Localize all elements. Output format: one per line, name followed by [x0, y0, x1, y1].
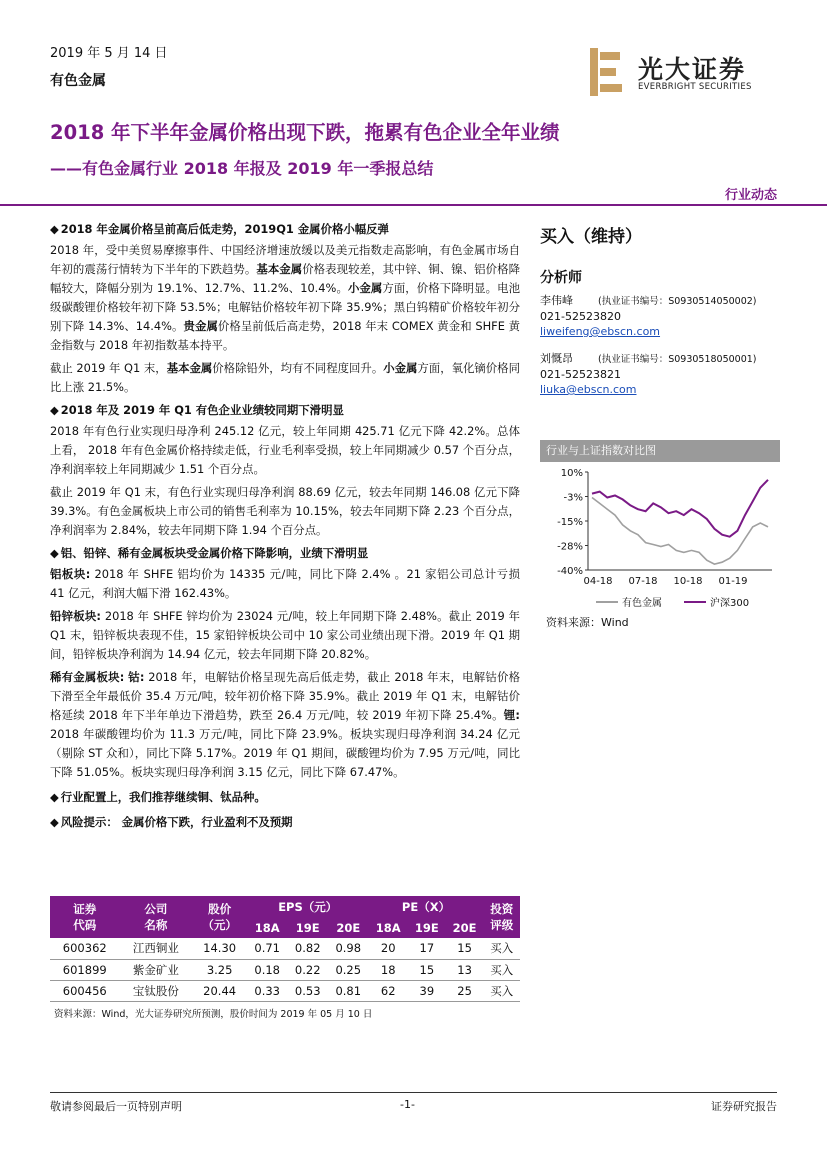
header-cell: 20E [328, 917, 369, 938]
table-row [50, 938, 520, 959]
y-tick-label: -15% [557, 517, 583, 528]
x-tick-label: 01-19 [718, 576, 748, 587]
table-cell: 0.53 [287, 980, 328, 1001]
table-cell: 20 [369, 938, 408, 959]
text: 2018 年 SHFE 锌均价为 23024 元/吨，较上年同期下降 2.48%。截止 2019 年 Q1 末，铅锌板块表现不佳，15 家铅锌板块公司中 10 家公司业绩出现下滑。2019 年 Q1 期间，铅锌板块净利润为 14.94 亿元，较去年同期下降 20.82%。 [50, 609, 520, 661]
table-cell: 17 [408, 938, 446, 959]
text: 价格除铅外，均有不同程度回升。 [212, 361, 384, 375]
table-cell: 13 [446, 959, 484, 980]
table-cell: 601899 [50, 959, 120, 980]
stock-table-wrap [50, 896, 520, 1020]
table-cell: 江西铜业 [120, 938, 193, 959]
text: 2018 年，受中美贸易摩擦事件、中国经济增速放缓以及美元指数走高影响，有色金属市场自年初的震荡行情转为下半年的下跌趋势。 [50, 243, 520, 276]
report-subtitle: ——有色金属行业 2018 年报及 2019 年一季报总结 [50, 159, 434, 178]
analyst-email-link[interactable]: liweifeng@ebscn.com [540, 325, 661, 338]
table-cell: 15 [408, 959, 446, 980]
table-cell: 买入 [483, 959, 520, 980]
index-comparison-chart [540, 440, 780, 635]
header-cell: 证券 代码 [50, 896, 120, 938]
header-cell: 19E [408, 917, 446, 938]
footer-divider [50, 1092, 777, 1093]
y-tick-label: -3% [563, 492, 583, 504]
table-cell: 62 [369, 980, 408, 1001]
header-cell: 投资 评级 [483, 896, 520, 938]
everbright-logo-icon [590, 48, 628, 96]
text: 2018 年碳酸锂均价为 11.3 万元/吨，同比下降 23.9%。板块实现归母净利润 34.24 亿元（剔除 ST 众和），同比下降 5.17%。2019 年 Q1 期间，碳酸锂均价为 7.95 万元/吨，同比下降 51.05%。板块实现归母净利润 3.15 亿元，同比下降 67.47%。 [50, 727, 520, 779]
table-cell: 0.25 [328, 959, 369, 980]
analyst-cert: (执业证书编号：S0930514050002) [598, 296, 757, 307]
logo-cn-text: 光大证券 [638, 55, 747, 84]
series-line-nonferrous [592, 498, 768, 565]
table-cell: 15 [446, 938, 484, 959]
table-cell: 买入 [483, 938, 520, 959]
table-cell: 14.30 [192, 938, 247, 959]
table-cell: 0.71 [247, 938, 288, 959]
text: 截止 2019 年 Q1 末， [50, 361, 167, 375]
page-number: -1- [400, 1098, 415, 1111]
sector-label: 有色金属 [50, 73, 106, 89]
logo-en-text: EVERBRIGHT SECURITIES [638, 82, 752, 92]
bold-term: 钴: [128, 670, 145, 684]
header-cell: 公司 名称 [120, 896, 193, 938]
chart-source: 资料来源：Wind [546, 616, 629, 629]
bold-term: 铝板块: [50, 567, 91, 581]
bold-term: 小金属 [347, 281, 383, 295]
paragraph [50, 359, 520, 397]
stock-table [50, 896, 520, 1002]
rating: 买入（维持） [540, 227, 642, 247]
bold-term: 基本金属 [166, 361, 213, 375]
legend-label: 有色金属 [622, 598, 662, 609]
table-cell: 25 [446, 980, 484, 1001]
bold-term: 稀有金属板块: [50, 670, 125, 684]
table-source: 资料来源：Wind，光大证券研究所预测，股价时间为 2019 年 05 月 10 日 [54, 1008, 373, 1020]
table-cell: 0.33 [247, 980, 288, 1001]
text: 2018 年，电解钴价格呈现先高后低走势，截止 2018 年末，电解钴价格下滑至全年最低价 35.4 万元/吨，较年初价格下降 35.9%。截止 2019 年 Q1 末，电解钴价格延续 2018 年下半年单边下滑趋势，跌至 26.4 万元/吨，较 2019 年初下降 25.4%。 [50, 670, 520, 722]
analyst-email-link[interactable]: liuka@ebscn.com [540, 383, 637, 396]
table-row [50, 959, 520, 980]
bold-term: 贵金属 [183, 319, 218, 333]
text: 方面，价格下降明显。电池级碳酸锂价格较年初下降 53.5%；电解钴价格较年初下降 35.9%；黑白钨精矿价格较年初分别下降 14.3%、14.4%。 [50, 281, 520, 333]
text: 方面，氧化镝价格同比上涨 21.5%。 [50, 361, 520, 394]
section-heading: ◆ 2018 年及 2019 年 Q1 有色企业业绩较同期下滑明显 [50, 401, 520, 420]
header-cell: 18A [369, 917, 408, 938]
header-cell: 18A [247, 917, 288, 938]
chart-title: 行业与上证指数对比图 [540, 440, 780, 462]
table-cell: 0.98 [328, 938, 369, 959]
analyst-card [540, 351, 780, 397]
x-tick-label: 04-18 [583, 576, 613, 587]
analyst-name: 李伟峰 [540, 294, 573, 307]
table-cell: 39 [408, 980, 446, 1001]
paragraph [50, 565, 520, 603]
paragraph: 截止 2019 年 Q1 末，有色行业实现归母净利润 88.69 亿元，较去年同期 146.08 亿元下降 39.3%。有色金属板块上市公司的销售毛利率为 10.15%，较去年同期下降 2.23 个百分点，净利润率为 2.84%，较去年同期下降 1.94 个百分点。 [50, 485, 520, 537]
header-cell: 19E [287, 917, 328, 938]
header-cell: EPS（元） [247, 896, 369, 917]
text: 2018 年 SHFE 铝均价为 14335 元/吨，同比下降 2.4% 。21 家铝公司总计亏损 41 亿元，利润大幅下滑 162.43%。 [50, 567, 520, 600]
table-cell: 3.25 [192, 959, 247, 980]
y-tick-label: -40% [557, 566, 583, 577]
analyst-name: 刘慨昂 [540, 352, 573, 365]
analyst-card [540, 293, 780, 339]
table-cell: 600456 [50, 980, 120, 1001]
footer-disclaimer: 敬请参阅最后一页特别声明 [50, 1100, 182, 1113]
table-row [50, 980, 520, 1001]
table-cell: 0.82 [287, 938, 328, 959]
bold-term: 铅锌板块: [50, 609, 101, 623]
bold-term: 基本金属 [256, 262, 303, 276]
sidebar [540, 222, 780, 397]
table-cell: 宝钛股份 [120, 980, 193, 1001]
header-cell: 20E [446, 917, 484, 938]
section-heading: ◆ 铝、铅锌、稀有金属板块受金属价格下降影响，业绩下滑明显 [50, 544, 520, 563]
table-cell: 18 [369, 959, 408, 980]
y-tick-label: -28% [557, 541, 583, 553]
header-cell: PE（X） [369, 896, 484, 917]
table-cell: 20.44 [192, 980, 247, 1001]
table-cell: 0.81 [328, 980, 369, 1001]
table-cell: 买入 [483, 980, 520, 1001]
header-divider [0, 204, 827, 206]
paragraph: 2018 年有色行业实现归母净利 245.12 亿元，较上年同期 425.71 亿元下降 42.2%。总体上看， 2018 年有色金属价格持续走低，行业毛利率受损，较上年同期减少 0.57 个百分点，净利润率较上年同期减少 1.51 个百分点。 [50, 424, 520, 476]
x-tick-label: 07-18 [628, 576, 658, 587]
table-cell: 0.22 [287, 959, 328, 980]
bold-term: 小金属 [383, 361, 418, 375]
series-line-csi300 [592, 480, 768, 537]
report-date: 2019 年 5 月 14 日 [50, 46, 168, 61]
analyst-heading: 分析师 [540, 270, 582, 286]
x-tick-label: 10-18 [673, 576, 703, 587]
y-tick-label: 10% [560, 468, 583, 479]
legend-label: 沪深300 [710, 598, 750, 609]
text: 价格表现较差，其中锌、铜、镍、铝价格降幅较大，降幅分别为 19.1%、12.7%、11.2%、10.4%。 [50, 262, 520, 295]
table-cell: 0.18 [247, 959, 288, 980]
paragraph [50, 668, 520, 782]
main-content [50, 216, 520, 834]
paragraph [50, 241, 520, 355]
report-type: 行业动态 [724, 188, 777, 203]
footer-type: 证券研究报告 [711, 1100, 777, 1113]
company-logo [590, 48, 780, 98]
section-heading: ◆ 2018 年金属价格呈前高后低走势，2019Q1 金属价格小幅反弹 [50, 220, 520, 239]
analyst-phone: 021-52523820 [540, 310, 621, 323]
chart-svg [540, 464, 780, 614]
header-cell: 股价 （元） [192, 896, 247, 938]
bold-term: 锂: [503, 708, 520, 722]
section-heading: ◆ 行业配置上，我们推荐继续铜、钛品种。 [50, 788, 520, 807]
paragraph [50, 607, 520, 664]
table-cell: 600362 [50, 938, 120, 959]
table-cell: 紫金矿业 [120, 959, 193, 980]
section-heading: ◆ 风险提示： 金属价格下跌，行业盈利不及预期 [50, 813, 520, 832]
analyst-phone: 021-52523821 [540, 368, 621, 381]
text: 价格呈前低后高走势，2018 年末 COMEX 黄金和 SHFE 黄金指数与 2018 年初指数基本持平。 [50, 319, 520, 352]
report-title: 2018 年下半年金属价格出现下跌，拖累有色企业全年业绩 [50, 121, 560, 144]
analyst-cert: (执业证书编号：S0930518050001) [598, 354, 757, 365]
